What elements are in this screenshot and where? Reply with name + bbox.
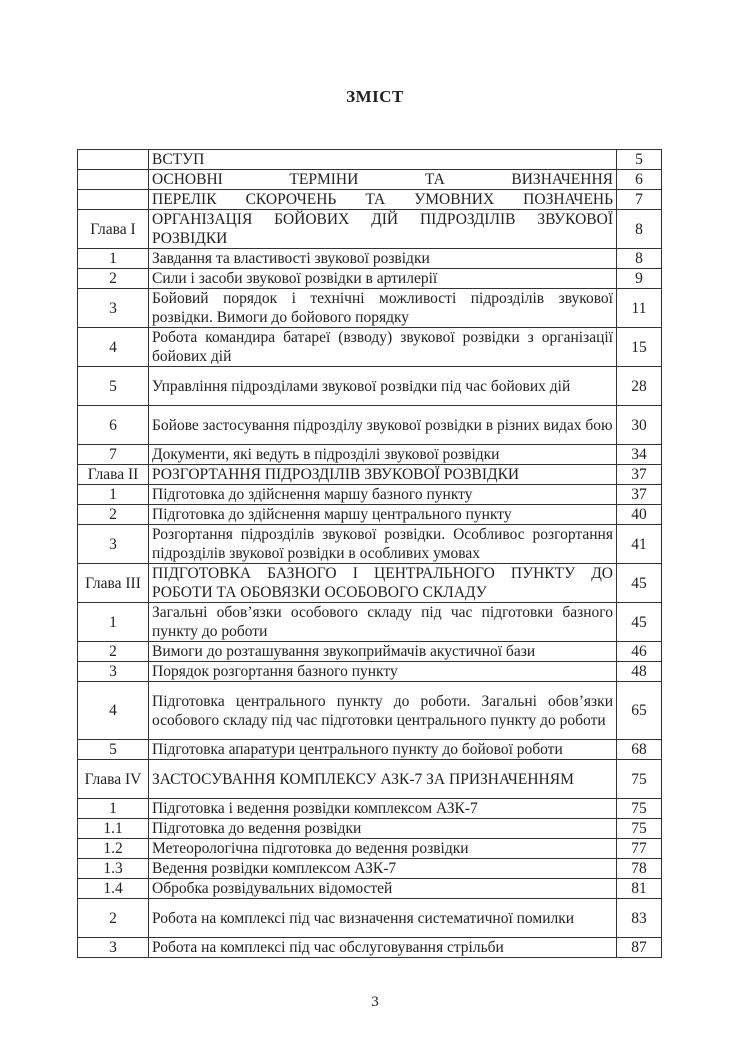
row-page: 41 bbox=[617, 525, 662, 564]
row-title: ОСНОВНІ ТЕРМІНИ ТА ВИЗНАЧЕННЯ bbox=[149, 170, 617, 190]
table-row bbox=[78, 289, 662, 328]
table-row bbox=[78, 406, 662, 445]
table-row bbox=[78, 799, 662, 819]
row-title: Підготовка і ведення розвідки комплексом АЗК-7 bbox=[149, 799, 617, 819]
page-number: 3 bbox=[371, 994, 379, 1010]
row-number: 1 bbox=[78, 485, 149, 505]
table-row bbox=[78, 899, 662, 938]
row-title: Загальні обов’язки особового складу під час підготовки базного пункту до роботи bbox=[149, 603, 617, 642]
row-title: ВСТУП bbox=[149, 150, 617, 170]
row-title: Завдання та властивості звукової розвідки bbox=[149, 249, 617, 269]
row-number: 1.1 bbox=[78, 819, 149, 839]
table-row bbox=[78, 465, 662, 485]
table-row bbox=[78, 367, 662, 406]
row-title: Робота на комплексі під час визначення систематичної помилки bbox=[149, 899, 617, 938]
row-page: 15 bbox=[617, 328, 662, 367]
row-page: 75 bbox=[617, 799, 662, 819]
row-number: 2 bbox=[78, 642, 149, 662]
row-number: 2 bbox=[78, 269, 149, 289]
row-number: 4 bbox=[78, 682, 149, 740]
row-page: 68 bbox=[617, 740, 662, 760]
table-row bbox=[78, 760, 662, 799]
row-page: 28 bbox=[617, 367, 662, 406]
page-title: ЗМІСТ bbox=[346, 87, 404, 106]
row-page: 65 bbox=[617, 682, 662, 740]
row-page: 81 bbox=[617, 879, 662, 899]
table-row bbox=[78, 505, 662, 525]
row-page: 30 bbox=[617, 406, 662, 445]
row-title: Підготовка апаратури центрального пункту до бойової роботи bbox=[149, 740, 617, 760]
row-title: РОЗГОРТАННЯ ПІДРОЗДІЛІВ ЗВУКОВОЇ РОЗВІДКИ bbox=[149, 465, 617, 485]
row-number: Глава I bbox=[78, 210, 149, 249]
row-number: 3 bbox=[78, 938, 149, 958]
table-row bbox=[78, 445, 662, 465]
row-title: Робота на комплексі під час обслуговування стрільби bbox=[149, 938, 617, 958]
row-title: Сили і засоби звукової розвідки в артилерії bbox=[149, 269, 617, 289]
table-row bbox=[78, 485, 662, 505]
table-row bbox=[78, 879, 662, 899]
row-page: 11 bbox=[617, 289, 662, 328]
row-title: ПЕРЕЛІК СКОРОЧЕНЬ ТА УМОВНИХ ПОЗНАЧЕНЬ bbox=[149, 190, 617, 210]
row-title: ОРГАНІЗАЦІЯ БОЙОВИХ ДІЙ ПІДРОЗДІЛІВ ЗВУКОВОЇ РОЗВІДКИ bbox=[149, 210, 617, 249]
row-number: 1 bbox=[78, 603, 149, 642]
row-number: 5 bbox=[78, 740, 149, 760]
row-title: Управління підрозділами звукової розвідки під час бойових дій bbox=[149, 367, 617, 406]
row-number: Глава III bbox=[78, 564, 149, 603]
row-page: 37 bbox=[617, 465, 662, 485]
row-number: 4 bbox=[78, 328, 149, 367]
row-page: 75 bbox=[617, 760, 662, 799]
row-page: 75 bbox=[617, 819, 662, 839]
row-number bbox=[78, 170, 149, 190]
table-row bbox=[78, 839, 662, 859]
row-title: Підготовка до ведення розвідки bbox=[149, 819, 617, 839]
row-number: 2 bbox=[78, 505, 149, 525]
row-page: 6 bbox=[617, 170, 662, 190]
table-row bbox=[78, 190, 662, 210]
row-number: 2 bbox=[78, 899, 149, 938]
row-number: Глава IV bbox=[78, 760, 149, 799]
row-title: Робота командира батареї (взводу) звукової розвідки з організації бойових дій bbox=[149, 328, 617, 367]
row-title: Обробка розвідувальних відомостей bbox=[149, 879, 617, 899]
row-title: Бойове застосування підрозділу звукової розвідки в різних видах бою bbox=[149, 406, 617, 445]
row-title: Підготовка до здійснення маршу базного пункту bbox=[149, 485, 617, 505]
row-title: Порядок розгортання базного пункту bbox=[149, 662, 617, 682]
table-row bbox=[78, 564, 662, 603]
table-row bbox=[78, 682, 662, 740]
row-page: 5 bbox=[617, 150, 662, 170]
table-row bbox=[78, 603, 662, 642]
row-page: 34 bbox=[617, 445, 662, 465]
row-page: 45 bbox=[617, 564, 662, 603]
table-row bbox=[78, 740, 662, 760]
table-row bbox=[78, 819, 662, 839]
table-row bbox=[78, 525, 662, 564]
row-number: 1.4 bbox=[78, 879, 149, 899]
row-number: 1.3 bbox=[78, 859, 149, 879]
row-title: ПІДГОТОВКА БАЗНОГО І ЦЕНТРАЛЬНОГО ПУНКТУ ДО РОБОТИ ТА ОБОВЯЗКИ ОСОБОВОГО СКЛАДУ bbox=[149, 564, 617, 603]
row-page: 8 bbox=[617, 210, 662, 249]
table-row bbox=[78, 662, 662, 682]
row-page: 83 bbox=[617, 899, 662, 938]
row-number bbox=[78, 150, 149, 170]
row-number: 5 bbox=[78, 367, 149, 406]
table-row bbox=[78, 150, 662, 170]
row-page: 78 bbox=[617, 859, 662, 879]
table-row bbox=[78, 328, 662, 367]
row-page: 9 bbox=[617, 269, 662, 289]
row-page: 48 bbox=[617, 662, 662, 682]
table-row bbox=[78, 249, 662, 269]
row-number: 1.2 bbox=[78, 839, 149, 859]
row-title: Документи, які ведуть в підрозділі звукової розвідки bbox=[149, 445, 617, 465]
row-title: ЗАСТОСУВАННЯ КОМПЛЕКСУ АЗК-7 ЗА ПРИЗНАЧЕННЯМ bbox=[149, 760, 617, 799]
row-page: 8 bbox=[617, 249, 662, 269]
row-title: Бойовий порядок і технічні можливості підрозділів звукової розвідки. Вимоги до бойового порядку bbox=[149, 289, 617, 328]
row-number: 3 bbox=[78, 289, 149, 328]
row-number: Глава II bbox=[78, 465, 149, 485]
row-number: 1 bbox=[78, 799, 149, 819]
row-title: Підготовка центрального пункту до роботи. Загальні обов’язки особового складу під час підготовки центрального пункту до роботи bbox=[149, 682, 617, 740]
row-title: Розгортання підрозділів звукової розвідки. Особливос розгортання підрозділів звукової розвідки в особливих умовах bbox=[149, 525, 617, 564]
table-row bbox=[78, 269, 662, 289]
row-page: 7 bbox=[617, 190, 662, 210]
row-number: 1 bbox=[78, 249, 149, 269]
row-title: Ведення розвідки комплексом АЗК-7 bbox=[149, 859, 617, 879]
table-row bbox=[78, 210, 662, 249]
row-page: 40 bbox=[617, 505, 662, 525]
row-page: 37 bbox=[617, 485, 662, 505]
row-page: 87 bbox=[617, 938, 662, 958]
contents-table bbox=[77, 149, 662, 958]
table-row bbox=[78, 859, 662, 879]
table-row bbox=[78, 642, 662, 662]
row-number: 3 bbox=[78, 662, 149, 682]
row-page: 46 bbox=[617, 642, 662, 662]
table-row bbox=[78, 938, 662, 958]
row-number: 7 bbox=[78, 445, 149, 465]
row-number: 3 bbox=[78, 525, 149, 564]
table-row bbox=[78, 170, 662, 190]
row-title: Метеорологічна підготовка до ведення розвідки bbox=[149, 839, 617, 859]
row-number: 6 bbox=[78, 406, 149, 445]
row-page: 77 bbox=[617, 839, 662, 859]
row-number bbox=[78, 190, 149, 210]
row-title: Підготовка до здійснення маршу центрального пункту bbox=[149, 505, 617, 525]
row-title: Вимоги до розташування звукоприймачів акустичної бази bbox=[149, 642, 617, 662]
row-page: 45 bbox=[617, 603, 662, 642]
